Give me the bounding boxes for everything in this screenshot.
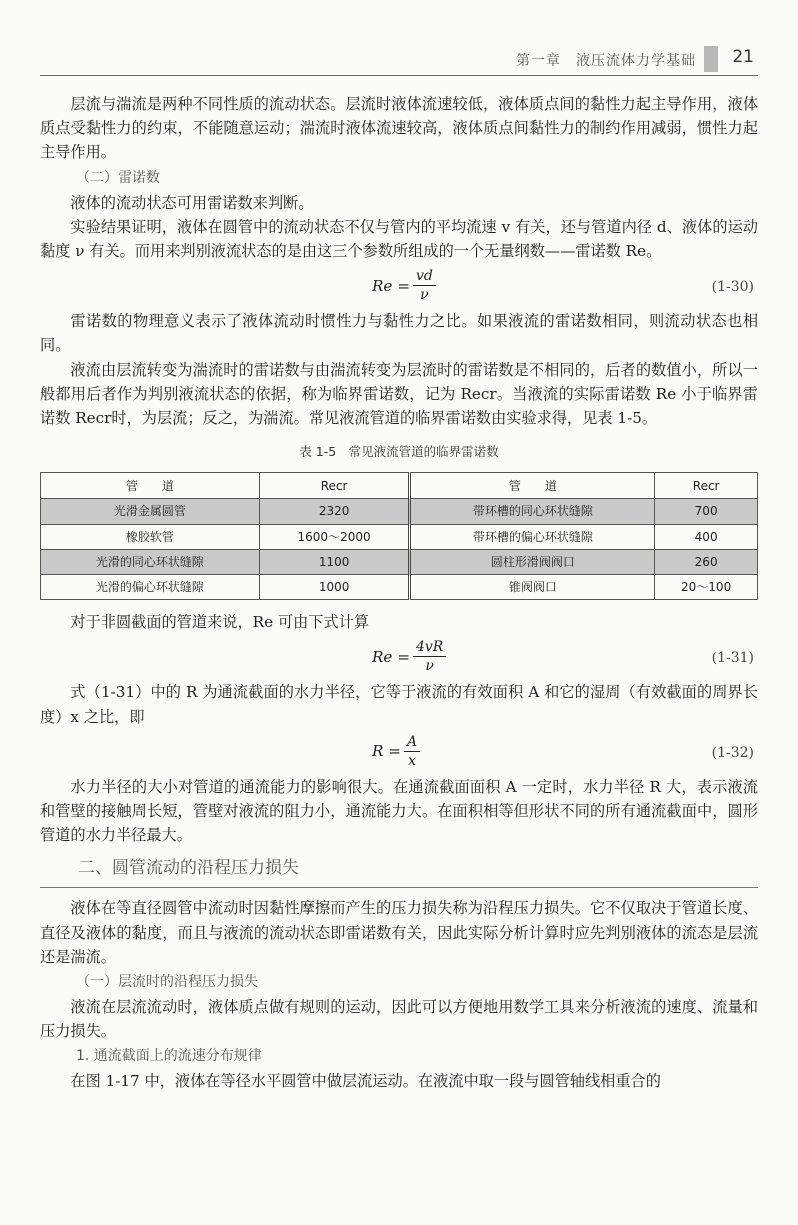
fraction-numerator: A <box>404 733 420 752</box>
equation-number: (1-32) <box>711 744 754 761</box>
equation-number: (1-30) <box>711 279 754 296</box>
paragraph: 液流由层流转变为湍流时的雷诺数与由湍流转变为层流时的雷诺数是不相同的，后者的数值小，所以一般都用后者作为判别液流状态的依据，称为临界雷诺数，记为 Recr。当液流的实际雷诺数 Re 小于临界雷诺数 Recr时，为层流；反之，为湍流。常见液流管道的临界雷诺数由实验求得，见表 1-5。 <box>40 360 758 428</box>
fraction-denominator: x <box>408 752 417 769</box>
equation-fraction <box>413 638 446 675</box>
table-row <box>41 575 758 600</box>
table-row <box>41 499 758 524</box>
header-bar <box>704 46 718 72</box>
equation-1-31 <box>40 634 758 680</box>
fraction-numerator: vd <box>413 267 436 286</box>
paragraph: 水力半径的大小对管道的通流能力的影响很大。在通流截面面积 A 一定时，水力半径 R 大，表示液流和管壁的接触周长短，管壁对液流的阻力小，通流能力大。在面积相等但形状不同的所有通流截面中，圆形管道的水力半径最大。 <box>40 777 758 845</box>
equation-lhs: Re = <box>372 647 410 666</box>
table-cell: 1600～2000 <box>259 524 410 549</box>
paragraph: 液体的流动状态可用雷诺数来判断。 <box>70 193 314 212</box>
table-cell: 光滑的偏心环状缝隙 <box>41 575 260 600</box>
paragraph: 层流与湍流是两种不同性质的流动状态。层流时液体流速较低，液体质点间的黏性力起主导作用，液体质点受黏性力的约束，不能随意运动；湍流时液体流速较高，液体质点间黏性力的制约作用减弱，惯性力起主导作用。 <box>40 95 758 162</box>
subheading: （一）层流时的沿程压力损失 <box>76 974 258 991</box>
fraction-denominator: ν <box>420 287 429 304</box>
table-cell: 光滑金属圆管 <box>41 499 260 524</box>
page-number: 21 <box>732 47 754 67</box>
reynolds-table <box>40 472 758 600</box>
table-cell: 400 <box>655 524 758 549</box>
chapter-title: 第一章 液压流体力学基础 <box>516 53 696 69</box>
table-cell: 20～100 <box>655 575 758 600</box>
paragraph: 式（1-31）中的 R 为通流截面的水力半径，它等于液流的有效面积 A 和它的湿周（有效截面的周界长度）x 之比，即 <box>40 683 758 726</box>
table-cell: 2320 <box>259 499 410 524</box>
column-header: 管 道 <box>41 473 260 499</box>
paragraph: 实验结果证明，液体在圆管中的流动状态不仅与管内的平均流速 v 有关，还与管道内径 d、液体的运动黏度 ν 有关。而用来判别液流状态的是由这三个参数所组成的一个无量纲数——雷诺数 Re。 <box>40 217 758 261</box>
table-cell: 带环槽的同心环状缝隙 <box>410 499 655 524</box>
section-heading: 二、圆管流动的沿程压力损失 <box>40 853 758 888</box>
table-row <box>41 524 758 549</box>
column-header: Recr <box>655 473 758 499</box>
table-cell: 1000 <box>259 575 410 600</box>
table-cell: 1100 <box>259 549 410 574</box>
table-row <box>41 549 758 574</box>
paragraph: 对于非圆截面的管道来说，Re 可由下式计算 <box>70 613 370 632</box>
fraction-denominator: ν <box>425 658 434 675</box>
paragraph: 液体在等直径圆管中流动时因黏性摩擦而产生的压力损失称为沿程压力损失。它不仅取决于管道长度、直径及液体的黏度，而且与液流的流动状态即雷诺数有关，因此实际分析计算时应先判别液体的流态是层流还是湍流。 <box>40 899 758 966</box>
column-header: 管 道 <box>410 473 655 499</box>
page-header <box>40 42 758 76</box>
subheading: （二）雷诺数 <box>76 169 160 186</box>
equation-1-30 <box>40 263 758 309</box>
column-header: Recr <box>259 473 410 499</box>
fraction-numerator: 4vR <box>413 638 446 657</box>
table-caption: 表 1-5 常见液流管道的临界雷诺数 <box>299 444 499 460</box>
subheading: 1. 通流截面上的流速分布规律 <box>76 1048 262 1065</box>
equation-fraction <box>413 267 436 304</box>
table-cell: 圆柱形滑阀阀口 <box>410 549 655 574</box>
header-rule <box>40 75 758 76</box>
equation-1-32 <box>40 729 758 775</box>
equation-lhs: R = <box>372 742 401 761</box>
equation-number: (1-31) <box>711 650 754 667</box>
equation-fraction <box>404 733 420 770</box>
table-cell: 700 <box>655 499 758 524</box>
table-cell: 橡胶软管 <box>41 524 260 549</box>
paragraph: 在图 1-17 中，液体在等径水平圆管中做层流运动。在液流中取一段与圆管轴线相重合的 <box>70 1072 661 1091</box>
table-cell: 光滑的同心环状缝隙 <box>41 549 260 574</box>
table-header-row <box>41 473 758 499</box>
table-cell: 锥阀阀口 <box>410 575 655 600</box>
paragraph: 液流在层流流动时，液体质点做有规则的运动，因此可以方便地用数学工具来分析液流的速度、流量和压力损失。 <box>40 998 758 1041</box>
table-cell: 带环槽的偏心环状缝隙 <box>410 524 655 549</box>
page-body <box>40 92 758 1094</box>
table-cell: 260 <box>655 549 758 574</box>
paragraph: 雷诺数的物理意义表示了液体流动时惯性力与黏性力之比。如果液流的雷诺数相同，则流动状态也相同。 <box>40 312 758 355</box>
equation-lhs: Re = <box>372 276 410 295</box>
